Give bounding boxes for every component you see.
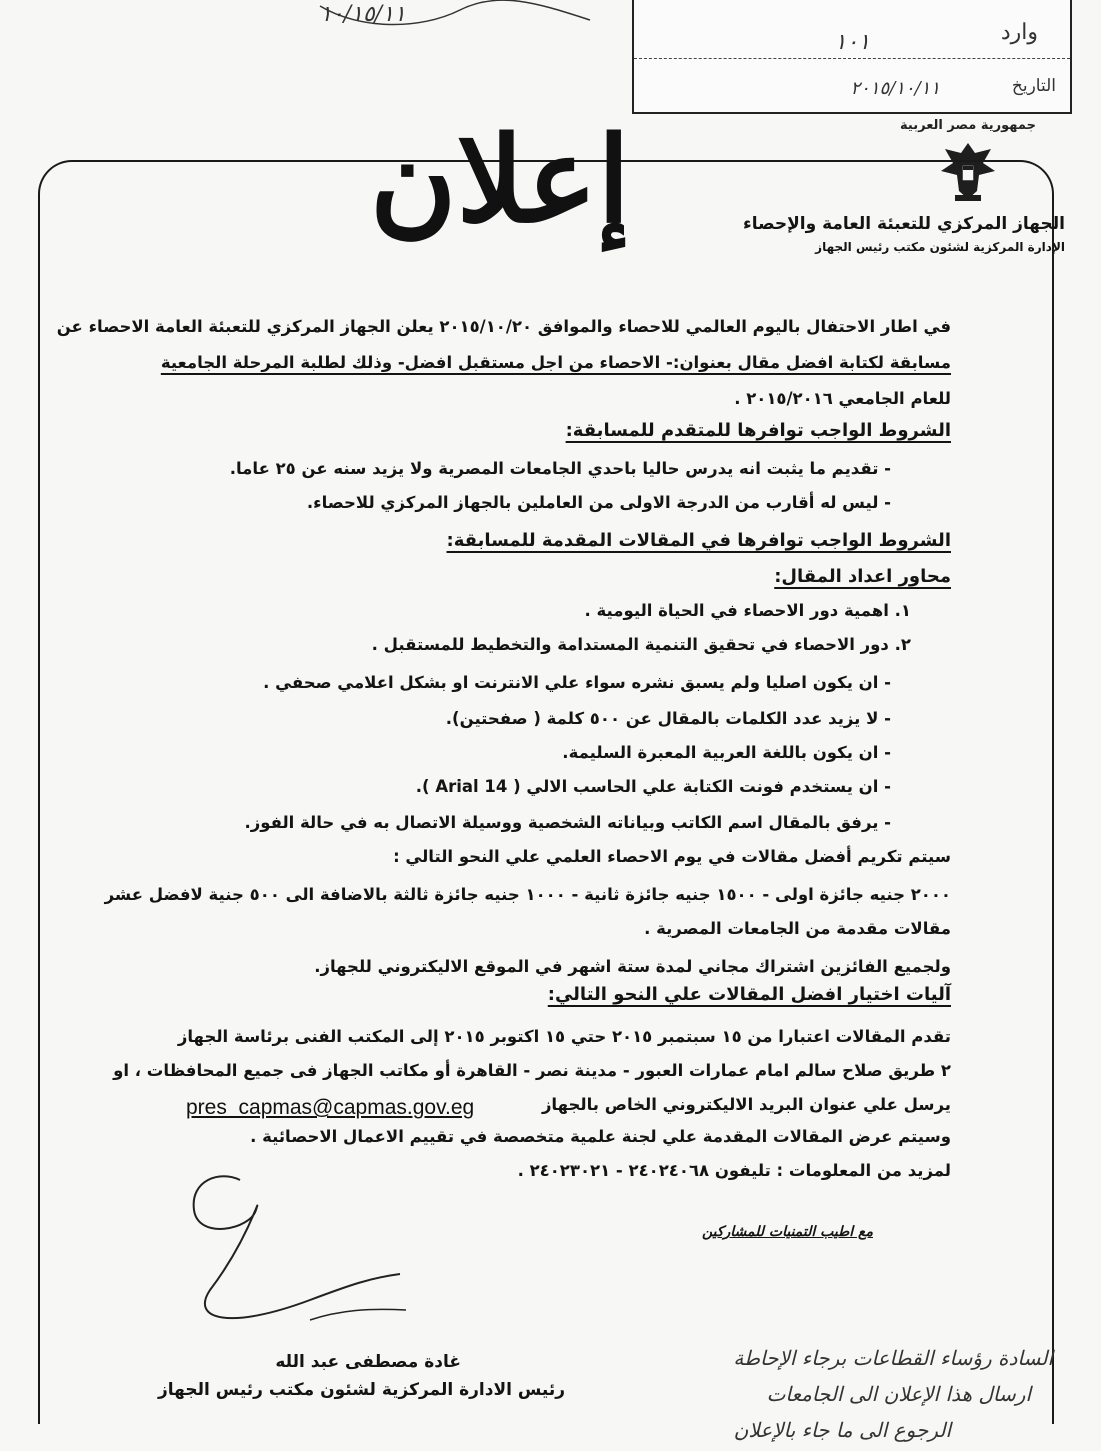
handwritten-note-line: ارسال هذا الإعلان الى الجامعات bbox=[766, 1382, 1031, 1406]
intro-line-2: مسابقة لكتابة افضل مقال بعنوان:- الاحصاء من اجل مستقبل افضل- وذلك لطلبة المرحلة الجامعية bbox=[160, 353, 951, 372]
handwritten-date-top: ١٠/١٥/١١ bbox=[320, 2, 406, 27]
emblem-caption: جمهورية مصر العربية bbox=[900, 118, 1036, 133]
handwritten-note-line: السادة رؤساء القطاعات برجاء الإحاطة bbox=[733, 1346, 1053, 1370]
stamp-date-value: ٢٠١٥/١٠/١١ bbox=[850, 78, 940, 99]
scribble-top bbox=[300, 0, 600, 40]
submission-line-1: تقدم المقالات اعتبارا من ١٥ سبتمبر ٢٠١٥ حتي ١٥ اكتوبر ٢٠١٥ إلى المكتب الفنى برئاسة الجهاز bbox=[177, 1027, 951, 1046]
submission-line-2: ٢ طريق صلاح سالم امام عمارات العبور - مدينة نصر - القاهرة أو مكاتب الجهاز فى جميع المحافظات ، او bbox=[113, 1061, 951, 1080]
org-name: الجهاز المركزي للتعبئة العامة والإحصاء bbox=[743, 214, 1065, 234]
org-department: الإدارة المركزية لشئون مكتب رئيس الجهاز bbox=[815, 240, 1065, 254]
page-title: إعلان bbox=[369, 110, 631, 249]
intro-line-3: للعام الجامعي ٢٠١٥/٢٠١٦ . bbox=[734, 389, 951, 408]
honor-line: سيتم تكريم أفضل مقالات في يوم الاحصاء العلمي علي النحو التالي : bbox=[393, 847, 951, 866]
article-condition-item: - ان يكون اصليا ولم يسبق نشره سواء علي الانترنت او بشكل اعلامي صحفي . bbox=[263, 673, 891, 692]
handwritten-note-line: الرجوع الى ما جاء بالإعلان bbox=[733, 1418, 951, 1442]
prizes-line-2: مقالات مقدمة من الجامعات المصرية . bbox=[644, 919, 951, 938]
axis-item: ١. اهمية دور الاحصاء في الحياة اليومية . bbox=[584, 601, 911, 620]
axis-item: ٢. دور الاحصاء في تحقيق التنمية المستدامة والتخطيط للمستقبل . bbox=[371, 635, 911, 654]
signatory-name: غادة مصطفى عبد الله bbox=[275, 1352, 461, 1372]
article-condition-item: - ان يستخدم فونت الكتابة علي الحاسب الالي ( Arial 14 ). bbox=[415, 777, 891, 796]
contact-email-link[interactable]: pres_capmas@capmas.gov.eg bbox=[186, 1096, 475, 1119]
committee-line: وسيتم عرض المقالات المقدمة علي لجنة علمية متخصصة في تقييم الاعمال الاحصائية . bbox=[250, 1127, 951, 1146]
selection-heading: آليات اختيار افضل المقالات علي النحو التالي: bbox=[547, 984, 951, 1005]
article-condition-item: - يرفق بالمقال اسم الكاتب وبياناته الشخصية ووسيلة الاتصال به في حالة الفوز. bbox=[244, 813, 891, 832]
prizes-line-3: ولجميع الفائزين اشتراك مجاني لمدة ستة اشهر في الموقع الاليكتروني للجهاز. bbox=[314, 957, 951, 976]
article-conditions-heading: الشروط الواجب توافرها في المقالات المقدمة للمسابقة: bbox=[446, 530, 951, 551]
signatory-title: رئيس الادارة المركزية لشئون مكتب رئيس الجهاز bbox=[158, 1380, 565, 1400]
stamp-divider bbox=[634, 58, 1070, 59]
closing-greeting: مع اطيب التمنيات للمشاركين bbox=[701, 1224, 873, 1240]
article-condition-item: - لا يزيد عدد الكلمات بالمقال عن ٥٠٠ كلمة ( صفحتين). bbox=[445, 709, 891, 728]
submission-line-3: يرسل علي عنوان البريد الاليكتروني الخاص بالجهاز bbox=[541, 1095, 951, 1114]
applicant-condition-item: - تقديم ما يثبت انه يدرس حاليا باحدي الجامعات المصرية ولا يزيد سنه عن ٢٥ عاما. bbox=[229, 459, 891, 478]
article-condition-item: - ان يكون باللغة العربية المعبرة السليمة. bbox=[562, 743, 891, 762]
prizes-line-1: ٢٠٠٠ جنيه جائزة اولى - ١٥٠٠ جنيه جائزة ثانية - ١٠٠٠ جنيه جائزة ثالثة بالاضافة الى ٥٠٠ جنية لافضل عشر bbox=[104, 885, 951, 904]
applicant-condition-item: - ليس له أقارب من الدرجة الاولى من العاملين بالجهاز المركزي للاحصاء. bbox=[306, 493, 891, 512]
signature-mark-icon bbox=[170, 1170, 410, 1360]
intro-line-1: في اطار الاحتفال باليوم العالمي للاحصاء والموافق ٢٠١٥/١٠/٢٠ يعلن الجهاز المركزي للتعبئة العامة الاحصاء عن bbox=[56, 317, 951, 336]
info-line: لمزيد من المعلومات : تليفون ٢٤٠٢٤٠٦٨ - ٢٤٠٢٣٠٢١ . bbox=[517, 1161, 951, 1180]
stamp-received-label: وارد bbox=[1000, 20, 1038, 45]
stamp-date-label: التاريخ bbox=[1011, 76, 1056, 96]
applicant-conditions-heading: الشروط الواجب توافرها للمتقدم للمسابقة: bbox=[565, 420, 951, 441]
received-stamp bbox=[632, 0, 1072, 114]
stamp-received-no: ١٠١ bbox=[834, 30, 870, 55]
article-axes-heading: محاور اعداد المقال: bbox=[774, 566, 951, 587]
